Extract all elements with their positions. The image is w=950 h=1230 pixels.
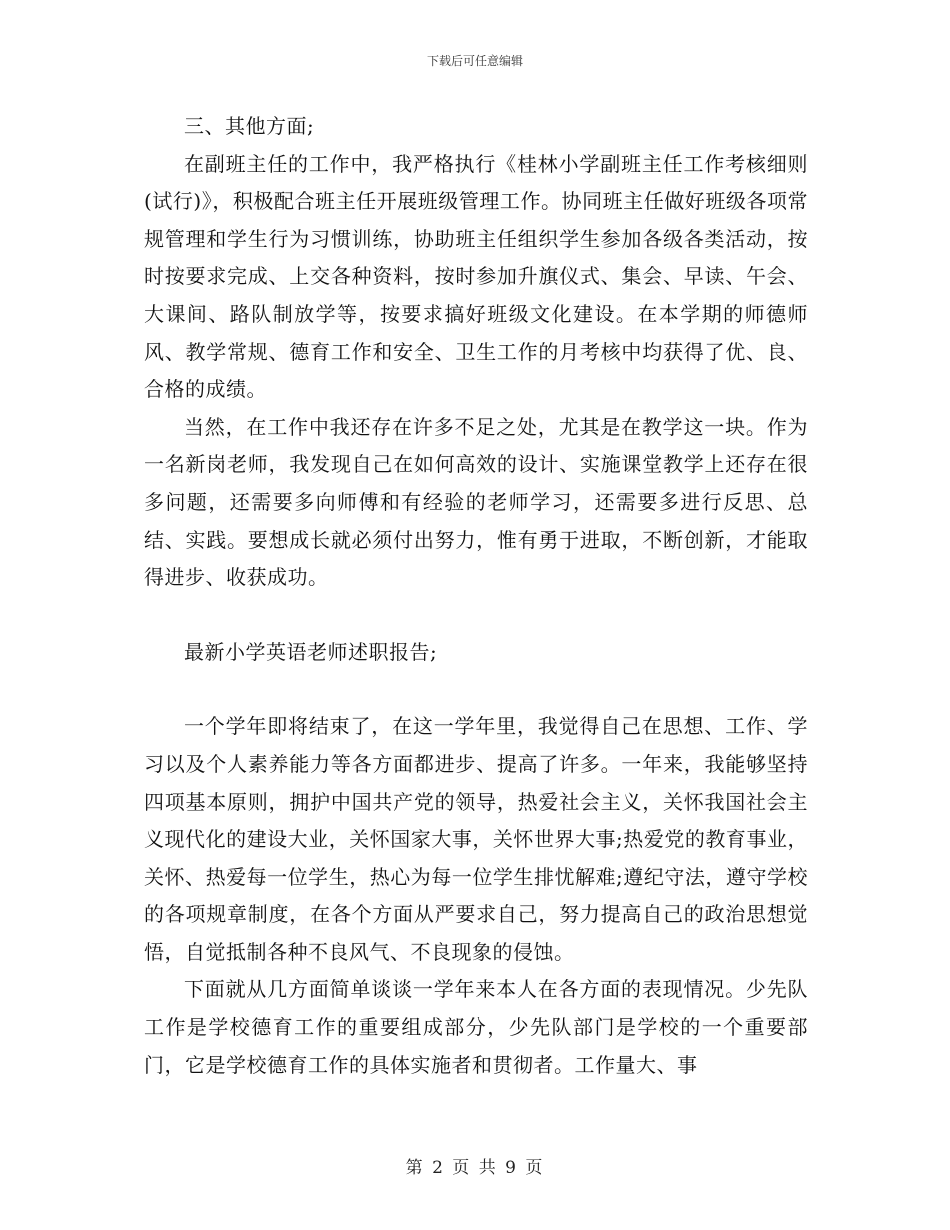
paragraph-school-year-summary: 一个学年即将结束了，在这一学年里，我觉得自己在思想、工作、学习以及个人素养能力等各方面都进步、提高了许多。一年来，我能够坚持四项基本原则，拥护中国共产党的领导，热爱社会主义，关怀我国社会主义现代化的建设大业，关怀国家大事，关怀世界大事;热爱党的教育事业，关怀、热爱每一位学生，热心为每一位学生排忧解难;遵纪守法，遵守学校的各项规章制度，在各个方面从严要求自己，努力提高自己的政治思想觉悟，自觉抵制各种不良风气、不良现象的侵蚀。 — [144, 714, 808, 964]
page-header: 下载后可任意编辑 — [426, 54, 523, 68]
paragraph-deputy-head-teacher: 在副班主任的工作中，我严格执行《桂林小学副班主任工作考核细则(试行)》，积极配合班主任开展班级管理工作。协同班主任做好班级各项常规管理和学生行为习惯训练，协助班主任组织学生参加各级各类活动，按时按要求完成、上交各种资料，按时参加升旗仪式、集会、早读、午会、大课间、路队制放学等，按要求搞好班级文化建设。在本学期的师德师风、教学常规、德育工作和安全、卫生工作的月考核中均获得了优、良、合格的成绩。 — [144, 151, 808, 402]
section-heading-other-aspects: 三、其他方面; — [184, 114, 315, 138]
report-title-english-teacher: 最新小学英语老师述职报告; — [184, 639, 438, 664]
page-number-footer: 第 2 页 共 9 页 — [405, 1158, 545, 1178]
document-body — [144, 108, 808, 1084]
paragraph-shortcomings: 当然，在工作中我还存在许多不足之处，尤其是在教学这一块。作为一名新岗老师，我发现自己在如何高效的设计、实施课堂教学上还存在很多问题，还需要多向师傅和有经验的老师学习，还需要多进行反思、总结、实践。要想成长就必须付出努力，惟有勇于进取，不断创新，才能取得进步、收获成功。 — [144, 414, 808, 590]
paragraph-young-pioneers: 下面就从几方面简单谈谈一学年来本人在各方面的表现情况。少先队工作是学校德育工作的重要组成部分，少先队部门是学校的一个重要部门，它是学校德育工作的具体实施者和贯彻者。工作量大、事 — [144, 977, 808, 1077]
